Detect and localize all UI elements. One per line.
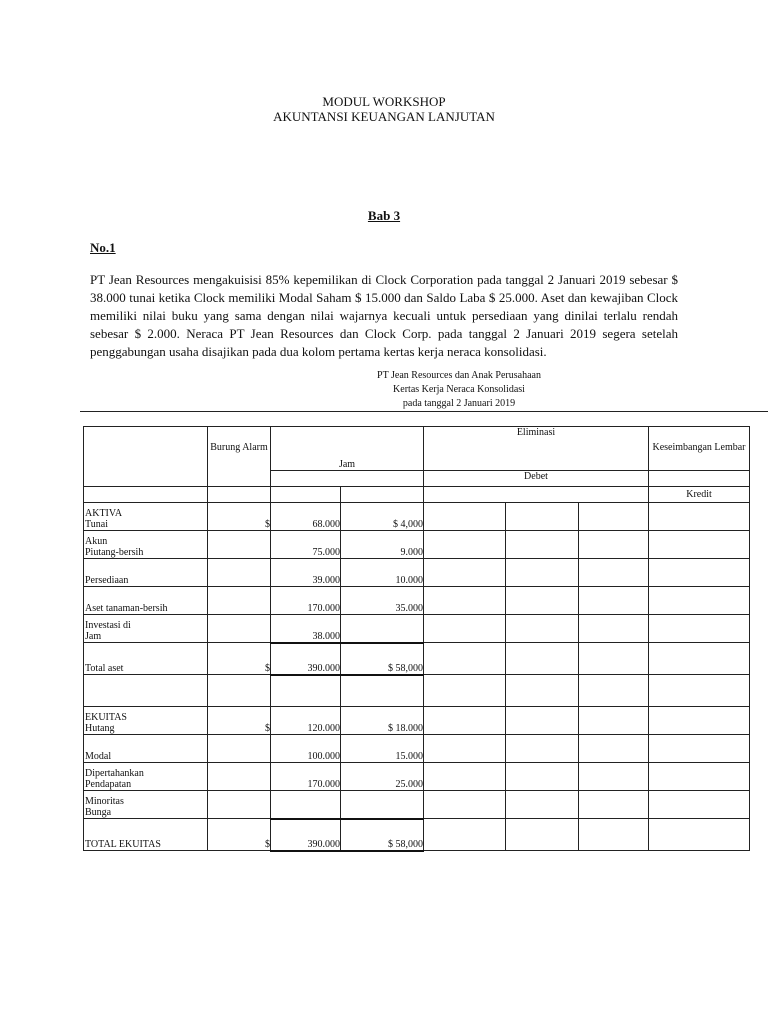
- table-row: [84, 643, 750, 675]
- row-debet-3: [579, 615, 649, 643]
- row-debet-1: [424, 615, 506, 643]
- row-value-parent: 170.000: [271, 587, 341, 615]
- table-row: [84, 819, 750, 851]
- subheader-debet-space: [424, 487, 649, 503]
- row-debet-1: [424, 791, 506, 819]
- row-label: [84, 503, 208, 531]
- header-keseimbangan: Keseimbangan Lembar: [649, 427, 750, 471]
- worksheet-title-1: PT Jean Resources dan Anak Perusahaan: [377, 370, 541, 381]
- row-dollar-sign: [208, 615, 271, 643]
- row-debet-2: [506, 615, 579, 643]
- row-label-line2: Jam: [85, 631, 102, 642]
- header-kredit: Kredit: [649, 487, 750, 503]
- row-kredit: [649, 735, 750, 763]
- row-label: [84, 587, 208, 615]
- table-row: [84, 763, 750, 791]
- row-debet-2: [506, 503, 579, 531]
- row-value-sub: 9.000: [341, 531, 424, 559]
- row-value-parent: [271, 675, 341, 707]
- row-value-parent: 38.000: [271, 615, 341, 643]
- row-label-line2: Piutang-bersih: [85, 547, 144, 558]
- row-debet-1: [424, 763, 506, 791]
- row-value-parent: 390.000: [271, 819, 341, 851]
- row-kredit: [649, 675, 750, 707]
- row-debet-1: [424, 643, 506, 675]
- row-label: [84, 531, 208, 559]
- header-eliminasi-space: [424, 442, 649, 471]
- row-value-sub: 10.000: [341, 559, 424, 587]
- row-value-parent: 170.000: [271, 763, 341, 791]
- row-debet-1: [424, 559, 506, 587]
- row-label: [84, 819, 208, 851]
- row-label-line1: Investasi di: [85, 620, 131, 631]
- row-dollar-sign: $: [208, 643, 271, 675]
- header-jam: Jam: [271, 427, 424, 471]
- row-value-sub: [341, 675, 424, 707]
- row-debet-3: [579, 675, 649, 707]
- row-label-line1: Akun: [85, 536, 108, 547]
- row-kredit: [649, 707, 750, 735]
- header-debet: Debet: [424, 471, 649, 487]
- row-label: [84, 615, 208, 643]
- row-debet-2: [506, 819, 579, 851]
- row-debet-2: [506, 559, 579, 587]
- row-label-line2: Persediaan: [85, 575, 129, 586]
- row-label: [84, 707, 208, 735]
- header-kredit-blank: [649, 471, 750, 487]
- subheader-label: [84, 487, 208, 503]
- row-kredit: [649, 643, 750, 675]
- row-label-line2: TOTAL EKUITAS: [85, 839, 161, 850]
- chapter-title: Bab 3: [367, 208, 401, 223]
- header-line-2: AKUNTANSI KEUANGAN LANJUTAN: [273, 109, 495, 124]
- row-kredit: [649, 587, 750, 615]
- problem-paragraph: PT Jean Resources mengakuisisi 85% kepemilikan di Clock Corporation pada tanggal 2 Januari 2019 sebesar $ 38.000 tunai ketika Clock memiliki Modal Saham $ 15.000 dan Saldo Laba $ 25.000. Aset dan kewajiban Clock memiliki nilai buku yang sama dengan nilai wajarnya kecuali untuk persediaan yang dinilai terlalu rendah sebesar $ 2.000. Neraca PT Jean Resources dan Clock Corp. pada tanggal 2 Januari 2019 segera setelah penggabungan usaha disajikan pada dua kolom pertama kertas kerja neraca konsolidasi.: [90, 272, 678, 359]
- row-kredit: [649, 559, 750, 587]
- row-value-sub: 35.000: [341, 587, 424, 615]
- row-value-sub: [341, 615, 424, 643]
- table-row: [84, 791, 750, 819]
- row-debet-3: [579, 735, 649, 763]
- row-value-parent: 120.000: [271, 707, 341, 735]
- row-value-parent: 39.000: [271, 559, 341, 587]
- row-value-parent: 100.000: [271, 735, 341, 763]
- table-row: [84, 587, 750, 615]
- row-value-sub: $ 18.000: [341, 707, 424, 735]
- row-label-line1: EKUITAS: [85, 712, 127, 723]
- row-label-line2: Modal: [85, 751, 112, 762]
- row-label-line1: AKTIVA: [85, 508, 123, 519]
- row-label-line2: Bunga: [85, 807, 112, 818]
- table-row: [84, 735, 750, 763]
- row-kredit: [649, 615, 750, 643]
- row-dollar-sign: [208, 791, 271, 819]
- row-debet-2: [506, 587, 579, 615]
- subheader-burung: [208, 487, 271, 503]
- row-label-line1: Dipertahankan: [85, 768, 144, 779]
- row-dollar-sign: $: [208, 819, 271, 851]
- row-dollar-sign: [208, 735, 271, 763]
- row-label: [84, 643, 208, 675]
- row-debet-3: [579, 531, 649, 559]
- table-row: [84, 675, 750, 707]
- row-dollar-sign: [208, 675, 271, 707]
- worksheet-title-2: Kertas Kerja Neraca Konsolidasi: [393, 384, 525, 395]
- row-debet-2: [506, 763, 579, 791]
- row-debet-1: [424, 503, 506, 531]
- row-kredit: [649, 791, 750, 819]
- table-row: [84, 559, 750, 587]
- worksheet-title-3: pada tanggal 2 Januari 2019: [402, 398, 516, 409]
- row-label-line1: Minoritas: [85, 796, 124, 807]
- row-label-line2: Tunai: [85, 519, 108, 530]
- row-debet-3: [579, 707, 649, 735]
- row-debet-1: [424, 587, 506, 615]
- worksheet-table: [83, 426, 750, 852]
- row-label-line2: Aset tanaman-bersih: [85, 603, 168, 614]
- row-debet-1: [424, 735, 506, 763]
- row-label: [84, 791, 208, 819]
- table-row: [84, 615, 750, 643]
- row-kredit: [649, 819, 750, 851]
- row-value-sub: $ 58,000: [341, 643, 424, 675]
- table-row: [84, 531, 750, 559]
- table-row: [84, 707, 750, 735]
- row-value-sub: [341, 791, 424, 819]
- row-dollar-sign: [208, 587, 271, 615]
- header-burung-alarm: Burung Alarm: [208, 427, 271, 487]
- row-value-parent: 390.000: [271, 643, 341, 675]
- row-dollar-sign: [208, 559, 271, 587]
- row-label-line2: Hutang: [85, 723, 115, 734]
- row-debet-3: [579, 503, 649, 531]
- row-dollar-sign: $: [208, 503, 271, 531]
- row-debet-2: [506, 531, 579, 559]
- row-label-line2: Pendapatan: [85, 779, 132, 790]
- subheader-v2: [341, 487, 424, 503]
- row-value-sub: 15.000: [341, 735, 424, 763]
- row-kredit: [649, 763, 750, 791]
- row-debet-2: [506, 643, 579, 675]
- header-eliminasi: Eliminasi: [424, 427, 649, 442]
- table-row: [84, 503, 750, 531]
- row-value-sub: $ 4,000: [341, 503, 424, 531]
- row-debet-2: [506, 675, 579, 707]
- row-dollar-sign: [208, 531, 271, 559]
- problem-number: No.1: [90, 240, 116, 255]
- row-debet-2: [506, 735, 579, 763]
- row-kredit: [649, 531, 750, 559]
- header-label-cell: [84, 427, 208, 487]
- row-label-line2: Total aset: [85, 663, 124, 674]
- row-debet-3: [579, 819, 649, 851]
- row-debet-1: [424, 531, 506, 559]
- header-line-1: MODUL WORKSHOP: [322, 94, 446, 109]
- subheader-v1: [271, 487, 341, 503]
- row-debet-1: [424, 707, 506, 735]
- row-kredit: [649, 503, 750, 531]
- row-value-parent: 75.000: [271, 531, 341, 559]
- row-label: [84, 763, 208, 791]
- row-debet-3: [579, 587, 649, 615]
- row-label: [84, 735, 208, 763]
- row-debet-3: [579, 643, 649, 675]
- row-debet-3: [579, 763, 649, 791]
- row-debet-2: [506, 791, 579, 819]
- row-debet-1: [424, 819, 506, 851]
- row-value-sub: $ 58,000: [341, 819, 424, 851]
- row-debet-3: [579, 791, 649, 819]
- row-dollar-sign: $: [208, 707, 271, 735]
- header-jam-blank: [271, 471, 424, 487]
- row-value-parent: [271, 791, 341, 819]
- row-value-sub: 25.000: [341, 763, 424, 791]
- row-debet-3: [579, 559, 649, 587]
- row-label: [84, 675, 208, 707]
- title-rule: [80, 411, 768, 412]
- table-body: [84, 503, 750, 851]
- row-label: [84, 559, 208, 587]
- row-debet-2: [506, 707, 579, 735]
- row-dollar-sign: [208, 763, 271, 791]
- row-debet-1: [424, 675, 506, 707]
- row-value-parent: 68.000: [271, 503, 341, 531]
